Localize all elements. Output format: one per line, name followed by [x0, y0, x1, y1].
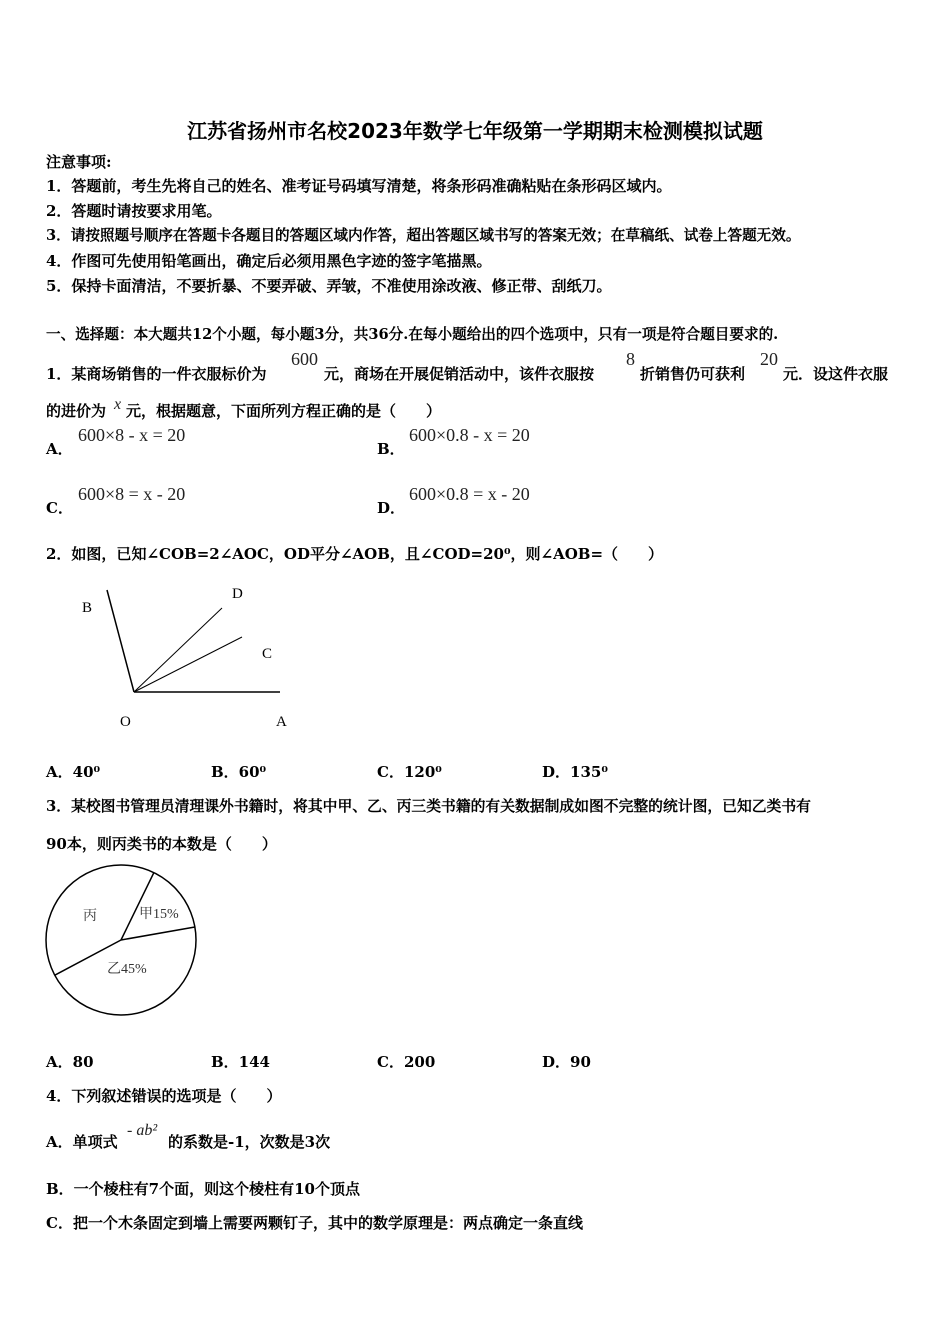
label-o: O	[120, 714, 131, 730]
notice-item: 2．答题时请按要求用笔。	[46, 202, 222, 220]
notice-item: 5．保持卡面清洁，不要折暴、不要弄破、弄皱，不准使用涂改液、修正带、刮纸刀。	[46, 277, 612, 295]
label-c: C	[262, 646, 273, 662]
pie-label-丙: 丙	[83, 909, 97, 924]
q1-text-6: 元，根据题意，下面所列方程正确的是（ ）	[126, 402, 442, 420]
q2-option-c: C．120⁰	[377, 763, 442, 781]
q2-option-a: A．40⁰	[46, 763, 101, 781]
q1-option-c-expr: 600×8 = x - 20	[78, 484, 186, 504]
q3-option-d: D．90	[542, 1053, 591, 1071]
q4-stem: 4．下列叙述错误的选项是（ ）	[46, 1087, 282, 1105]
notice-heading: 注意事项:	[46, 153, 112, 171]
q4-option-b: B．一个棱柱有7个面，则这个棱柱有10个顶点	[46, 1180, 360, 1198]
section-heading: 一、选择题：本大题共12个小题，每小题3分，共36分.在每小题给出的四个选项中，只有一项是符合题目要求的.	[46, 326, 779, 343]
pie-slice-boundary-乙	[121, 927, 195, 940]
q1-option-b-expr: 600×0.8 - x = 20	[409, 425, 530, 445]
q4-option-a-expr: - ab²	[127, 1122, 158, 1139]
q3-stem-line2: 90本，则丙类书的本数是（ ）	[46, 835, 277, 853]
q1-text-5: 的进价为	[46, 402, 107, 420]
q3-option-c: C．200	[377, 1053, 436, 1071]
q2-option-b: B．60⁰	[211, 763, 267, 781]
label-b: B	[82, 600, 93, 616]
q1-value-20: 20	[760, 349, 778, 369]
q4-option-a-post: 的系数是-1，次数是3次	[168, 1133, 331, 1151]
q1-option-d-label: D．	[377, 499, 406, 517]
q3-option-b: B．144	[211, 1053, 270, 1071]
q1-text-4: 元．设这件衣服	[783, 365, 889, 383]
q2-option-d: D．135⁰	[542, 763, 608, 781]
label-a: A	[276, 714, 287, 730]
page-title: 江苏省扬州市名校2023年数学七年级第一学期期末检测模拟试题	[187, 119, 763, 143]
q1-value-8: 8	[626, 349, 635, 369]
q1-text-1: 1．某商场销售的一件衣服标价为	[46, 365, 267, 383]
q1-option-a-expr: 600×8 - x = 20	[78, 425, 186, 445]
pie-label-乙: 乙45%	[107, 962, 147, 977]
q3-option-a: A．80	[46, 1053, 94, 1071]
notice-item: 1．答题前，考生先将自己的姓名、准考证号码填写清楚，将条形码准确粘贴在条形码区域内。	[46, 177, 672, 195]
notice-item: 4．作图可先使用铅笔画出，确定后必须用黑色字迹的签字笔描黑。	[46, 252, 492, 270]
q1-text-3: 折销售仍可获利	[640, 365, 746, 383]
q4-option-c: C．把一个木条固定到墙上需要两颗钉子，其中的数学原理是：两点确定一条直线	[46, 1214, 583, 1232]
q1-option-b-label: B．	[377, 440, 405, 458]
q1-variable: x	[114, 396, 122, 413]
q3-stem-line1: 3．某校图书管理员清理课外书籍时，将其中甲、乙、丙三类书籍的有关数据制成如图不完整的统计图，已知乙类书有	[46, 798, 811, 815]
q2-stem: 2．如图，已知∠COB=2∠AOC，OD平分∠AOB，且∠COD=20⁰，则∠AOB=（ ）	[46, 545, 664, 563]
pie-label-甲: 甲15%	[139, 907, 179, 922]
notice-item: 3．请按照题号顺序在答题卡各题目的答题区域内作答，超出答题区域书写的答案无效；在草稿纸、试卷上答题无效。	[46, 227, 801, 244]
q1-option-a-label: A．	[46, 440, 73, 458]
label-d: D	[232, 586, 243, 602]
q1-text-2: 元，商场在开展促销活动中，该件衣服按	[324, 365, 595, 383]
q1-option-d-expr: 600×0.8 = x - 20	[409, 484, 530, 504]
q1-value-600: 600	[291, 349, 318, 369]
q1-option-c-label: C．	[46, 499, 73, 517]
q4-option-a-pre: A．单项式	[46, 1133, 118, 1151]
